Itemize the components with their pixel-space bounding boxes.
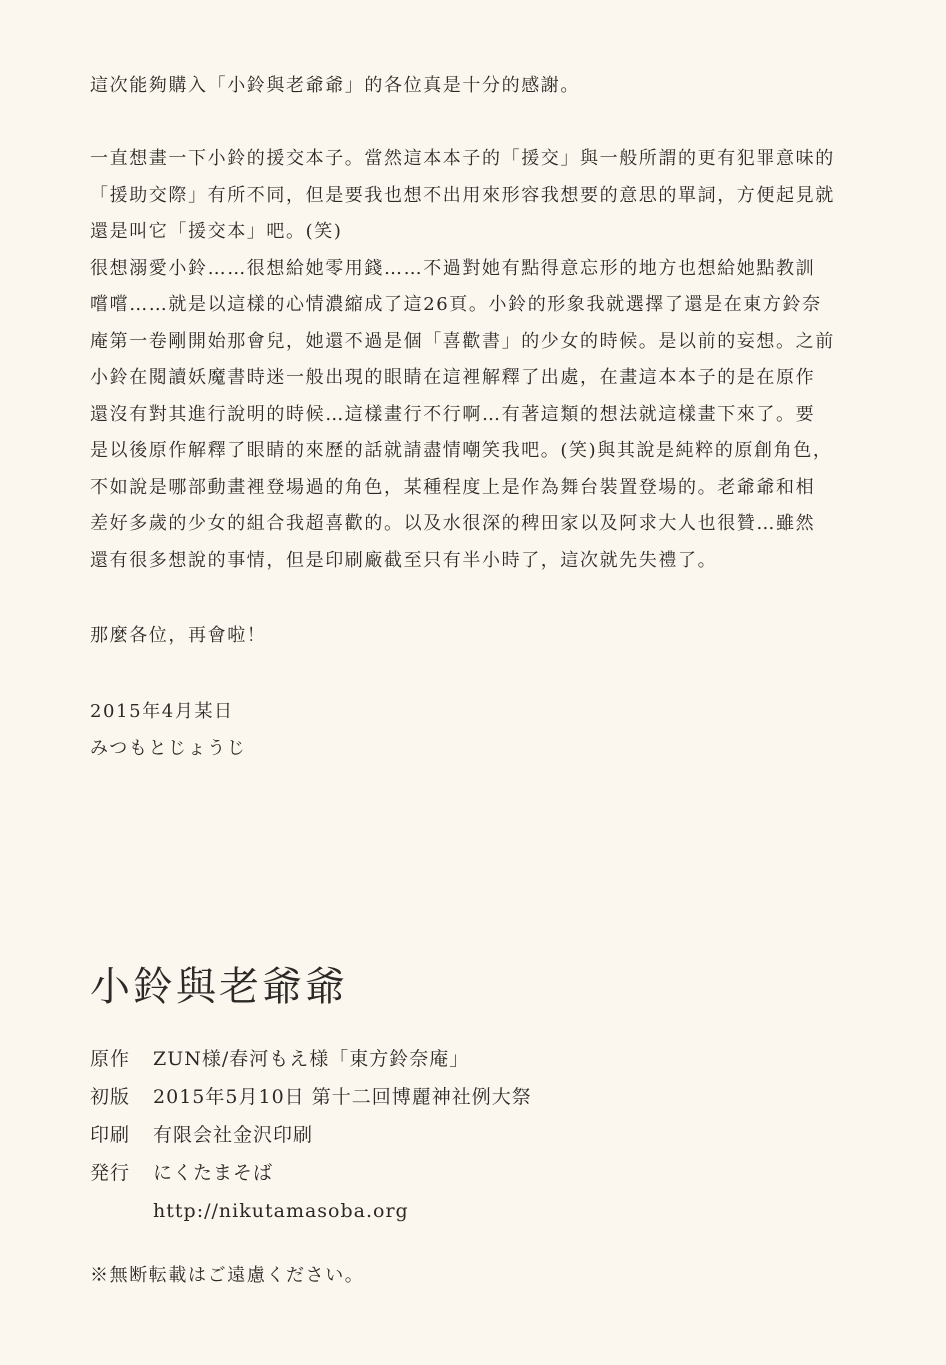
- text-line: 一直想畫一下小鈴的援交本子。當然這本本子的「援交」與一般所謂的更有犯罪意味的: [90, 148, 835, 169]
- colophon-value: にくたまそば: [153, 1162, 274, 1184]
- date-line: 2015年4月某日: [90, 701, 234, 722]
- afterword-body-paragraph: [90, 141, 880, 579]
- reprint-notice: ※無断転載はご遠慮ください。: [90, 1265, 365, 1286]
- farewell-paragraph: [90, 618, 880, 655]
- colophon-row-original: [90, 1040, 532, 1078]
- colophon-label: 印刷: [90, 1124, 131, 1146]
- colophon-row-publisher: [90, 1154, 532, 1192]
- colophon-row-url: [90, 1192, 532, 1230]
- colophon-value: ZUN様/春河もえ様「東方鈴奈庵」: [153, 1048, 470, 1070]
- author-name: みつもとじょうじ: [90, 737, 247, 759]
- colophon-label: 発行: [90, 1162, 131, 1184]
- text-line: 還有很多想說的事情，但是印刷廠截至只有半小時了，這次就先失禮了。: [90, 549, 718, 571]
- colophon-label: 原作: [90, 1048, 131, 1070]
- text-line: 那麼各位，再會啦！: [90, 625, 267, 646]
- publisher-url: http://nikutamasoba.org: [153, 1200, 409, 1222]
- colophon-row-first-edition: [90, 1078, 532, 1116]
- text-line: 還是叫它「援交本」吧。(笑): [90, 221, 343, 242]
- colophon-label: 初版: [90, 1086, 131, 1108]
- colophon-row-printer: [90, 1116, 532, 1154]
- text-line: 差好多歲的少女的組合我超喜歡的。以及水很深的稗田家以及阿求大人也很贊…雖然: [90, 513, 816, 534]
- colophon-details: [90, 1040, 532, 1230]
- thanks-paragraph: [90, 68, 880, 105]
- colophon-title: 小鈴與老爺爺: [90, 964, 348, 1010]
- text-line: 庵第一卷剛開始那會兒，她還不過是個「喜歡書」的少女的時候。是以前的妄想。之前: [90, 330, 835, 352]
- colophon-value: 有限会社金沢印刷: [153, 1124, 314, 1146]
- text-line: 是以後原作解釋了眼睛的來歷的話就請盡情嘲笑我吧。(笑)與其說是純粹的原創角色，: [90, 440, 833, 461]
- text-line: 嚐嚐……就是以這樣的心情濃縮成了這26頁。小鈴的形象我就選擇了還是在東方鈴奈: [90, 294, 822, 315]
- text-line: 不如說是哪部動畫裡登場過的角色，某種程度上是作為舞台裝置登場的。老爺爺和相: [90, 476, 816, 498]
- colophon-value: 2015年5月10日 第十二回博麗神社例大祭: [153, 1086, 532, 1108]
- text-line: 還沒有對其進行說明的時候…這樣畫行不行啊…有著這類的想法就這樣畫下來了。要: [90, 403, 816, 425]
- text-line: 小鈴在閱讀妖魔書時迷一般出現的眼睛在這裡解釋了出處，在畫這本本子的是在原作: [90, 367, 816, 388]
- text-line: 「援助交際」有所不同，但是要我也想不出用來形容我想要的意思的單詞，方便起見就: [90, 184, 835, 206]
- text-line: 很想溺愛小鈴……很想給她零用錢……不過對她有點得意忘形的地方也想給她點教訓: [90, 257, 816, 279]
- text-line: 這次能夠購入「小鈴與老爺爺」的各位真是十分的感謝。: [90, 75, 580, 96]
- signature-block: [90, 694, 880, 767]
